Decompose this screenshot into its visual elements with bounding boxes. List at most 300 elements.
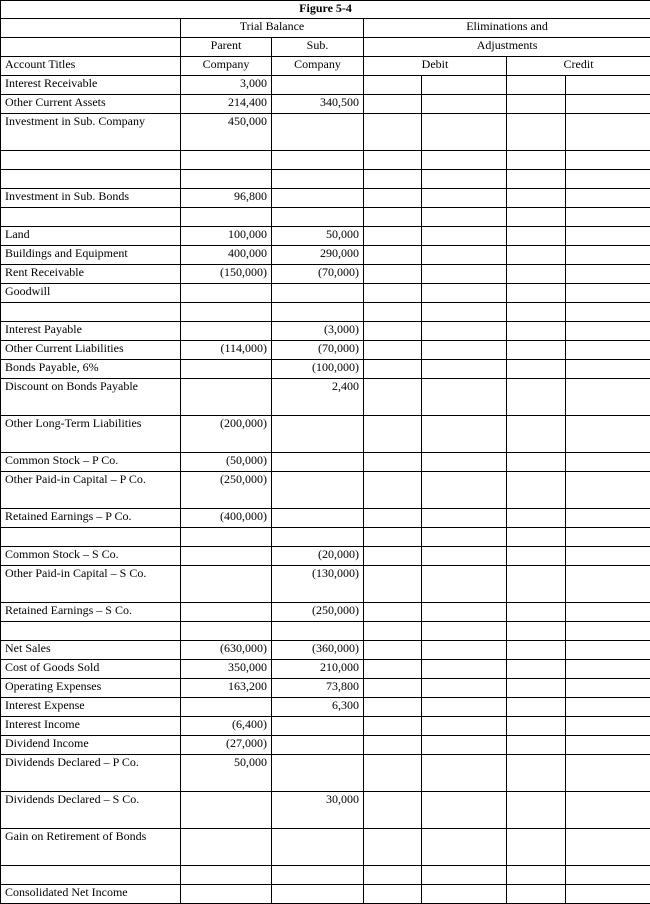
credit-amount-cell [566, 227, 650, 246]
credit-amount-cell [566, 189, 650, 208]
sub-amount-cell [272, 284, 364, 303]
table-row [1, 528, 650, 547]
credit-ref-cell [507, 472, 566, 509]
parent-amount-cell: (50,000) [181, 453, 272, 472]
debit-amount-cell [422, 566, 507, 603]
account-title-cell [1, 866, 181, 885]
sub-amount-cell: (360,000) [272, 641, 364, 660]
credit-ref-cell [507, 622, 566, 641]
credit-amount-cell [566, 170, 650, 189]
credit-amount-cell [566, 379, 650, 416]
credit-ref-cell [507, 151, 566, 170]
sub-amount-cell [272, 528, 364, 547]
credit-ref-cell [507, 322, 566, 341]
credit-header: Credit [507, 57, 650, 76]
credit-ref-cell [507, 76, 566, 95]
sub-amount-cell [272, 189, 364, 208]
parent-amount-cell [181, 322, 272, 341]
sub-amount-cell: (100,000) [272, 360, 364, 379]
table-row [1, 341, 650, 360]
sub-amount-cell: 73,800 [272, 679, 364, 698]
credit-ref-cell [507, 360, 566, 379]
account-title-cell: Dividends Declared – S Co. [1, 792, 181, 829]
credit-amount-cell [566, 792, 650, 829]
parent-amount-cell: (27,000) [181, 736, 272, 755]
parent-amount-cell: (400,000) [181, 509, 272, 528]
debit-amount-cell [422, 379, 507, 416]
parent-amount-cell [181, 603, 272, 622]
credit-ref-cell [507, 303, 566, 322]
debit-amount-cell [422, 603, 507, 622]
sub-amount-cell [272, 472, 364, 509]
credit-amount-cell [566, 866, 650, 885]
credit-amount-cell [566, 265, 650, 284]
debit-ref-cell [364, 208, 422, 227]
table-row [1, 114, 650, 151]
table-row [1, 566, 650, 603]
parent-amount-cell: 96,800 [181, 189, 272, 208]
credit-ref-cell [507, 698, 566, 717]
credit-ref-cell [507, 509, 566, 528]
account-title-cell: Goodwill [1, 284, 181, 303]
debit-amount-cell [422, 528, 507, 547]
debit-amount-cell [422, 246, 507, 265]
table-row [1, 453, 650, 472]
debit-amount-cell [422, 151, 507, 170]
debit-ref-cell [364, 679, 422, 698]
account-title-cell: Net Sales [1, 641, 181, 660]
sub-header-line2: Company [272, 57, 364, 76]
debit-amount-cell [422, 303, 507, 322]
table-row [1, 379, 650, 416]
debit-amount-cell [422, 885, 507, 904]
debit-amount-cell [422, 170, 507, 189]
sub-amount-cell: 210,000 [272, 660, 364, 679]
sub-amount-cell [272, 151, 364, 170]
table-row [1, 641, 650, 660]
credit-amount-cell [566, 303, 650, 322]
sub-amount-cell: (3,000) [272, 322, 364, 341]
credit-ref-cell [507, 284, 566, 303]
parent-amount-cell [181, 379, 272, 416]
debit-ref-cell [364, 76, 422, 95]
account-title-cell: Operating Expenses [1, 679, 181, 698]
credit-ref-cell [507, 416, 566, 453]
table-row [1, 151, 650, 170]
parent-amount-cell [181, 698, 272, 717]
debit-amount-cell [422, 755, 507, 792]
debit-amount-cell [422, 736, 507, 755]
sub-amount-cell [272, 885, 364, 904]
debit-amount-cell [422, 717, 507, 736]
account-title-cell: Gain on Retirement of Bonds [1, 829, 181, 866]
trial-balance-header: Trial Balance [181, 19, 364, 38]
sub-amount-cell: (250,000) [272, 603, 364, 622]
credit-amount-cell [566, 114, 650, 151]
sub-amount-cell [272, 866, 364, 885]
debit-ref-cell [364, 170, 422, 189]
table-row [1, 208, 650, 227]
debit-ref-cell [364, 322, 422, 341]
sub-amount-cell [272, 416, 364, 453]
account-title-cell: Interest Expense [1, 698, 181, 717]
parent-amount-cell: (150,000) [181, 265, 272, 284]
credit-amount-cell [566, 641, 650, 660]
debit-ref-cell [364, 547, 422, 566]
credit-amount-cell [566, 472, 650, 509]
debit-amount-cell [422, 360, 507, 379]
account-title-cell: Common Stock – S Co. [1, 547, 181, 566]
credit-amount-cell [566, 679, 650, 698]
table-row [1, 76, 650, 95]
credit-amount-cell [566, 622, 650, 641]
credit-amount-cell [566, 284, 650, 303]
sub-amount-cell [272, 509, 364, 528]
account-title-cell: Retained Earnings – P Co. [1, 509, 181, 528]
parent-amount-cell [181, 360, 272, 379]
debit-amount-cell [422, 284, 507, 303]
sub-amount-cell [272, 114, 364, 151]
credit-ref-cell [507, 736, 566, 755]
credit-ref-cell [507, 866, 566, 885]
sub-amount-cell [272, 303, 364, 322]
header-blank-2 [1, 38, 181, 57]
parent-amount-cell [181, 866, 272, 885]
credit-ref-cell [507, 227, 566, 246]
account-title-cell: Common Stock – P Co. [1, 453, 181, 472]
debit-ref-cell [364, 227, 422, 246]
table-row [1, 660, 650, 679]
table-row [1, 360, 650, 379]
credit-amount-cell [566, 829, 650, 866]
debit-amount-cell [422, 189, 507, 208]
parent-amount-cell: (250,000) [181, 472, 272, 509]
credit-ref-cell [507, 189, 566, 208]
parent-amount-cell: 350,000 [181, 660, 272, 679]
sub-amount-cell: 290,000 [272, 246, 364, 265]
debit-ref-cell [364, 566, 422, 603]
parent-amount-cell: (114,000) [181, 341, 272, 360]
debit-amount-cell [422, 265, 507, 284]
credit-ref-cell [507, 547, 566, 566]
account-title-cell [1, 151, 181, 170]
debit-amount-cell [422, 641, 507, 660]
parent-amount-cell [181, 528, 272, 547]
credit-amount-cell [566, 246, 650, 265]
debit-ref-cell [364, 622, 422, 641]
parent-amount-cell [181, 303, 272, 322]
debit-ref-cell [364, 641, 422, 660]
credit-amount-cell [566, 76, 650, 95]
account-title-cell: Dividends Declared – P Co. [1, 755, 181, 792]
credit-ref-cell [507, 885, 566, 904]
account-title-cell: Discount on Bonds Payable [1, 379, 181, 416]
eliminations-header-line2: Adjustments [364, 38, 650, 57]
sub-amount-cell: 2,400 [272, 379, 364, 416]
table-row [1, 416, 650, 453]
credit-ref-cell [507, 792, 566, 829]
eliminations-header-line1: Eliminations and [364, 19, 650, 38]
debit-ref-cell [364, 717, 422, 736]
debit-amount-cell [422, 660, 507, 679]
debit-amount-cell [422, 622, 507, 641]
parent-amount-cell: (200,000) [181, 416, 272, 453]
figure-title: Figure 5-4 [1, 1, 650, 19]
debit-ref-cell [364, 866, 422, 885]
credit-ref-cell [507, 246, 566, 265]
debit-amount-cell [422, 509, 507, 528]
sub-amount-cell [272, 170, 364, 189]
credit-amount-cell [566, 151, 650, 170]
debit-amount-cell [422, 341, 507, 360]
account-title-cell [1, 528, 181, 547]
parent-amount-cell: 214,400 [181, 95, 272, 114]
sub-amount-cell [272, 208, 364, 227]
debit-ref-cell [364, 698, 422, 717]
debit-amount-cell [422, 208, 507, 227]
debit-amount-cell [422, 95, 507, 114]
account-title-cell: Interest Income [1, 717, 181, 736]
sub-amount-cell: (70,000) [272, 265, 364, 284]
debit-ref-cell [364, 151, 422, 170]
debit-ref-cell [364, 472, 422, 509]
parent-header-line1: Parent [181, 38, 272, 57]
debit-ref-cell [364, 303, 422, 322]
credit-ref-cell [507, 341, 566, 360]
table-row [1, 792, 650, 829]
parent-amount-cell [181, 170, 272, 189]
debit-ref-cell [364, 416, 422, 453]
sub-amount-cell [272, 622, 364, 641]
account-title-cell [1, 303, 181, 322]
credit-amount-cell [566, 509, 650, 528]
parent-amount-cell [181, 885, 272, 904]
debit-amount-cell [422, 472, 507, 509]
table-row [1, 698, 650, 717]
debit-amount-cell [422, 866, 507, 885]
debit-ref-cell [364, 792, 422, 829]
credit-ref-cell [507, 114, 566, 151]
header-blank-1 [1, 19, 181, 38]
debit-amount-cell [422, 829, 507, 866]
account-title-cell: Retained Earnings – S Co. [1, 603, 181, 622]
debit-amount-cell [422, 227, 507, 246]
credit-ref-cell [507, 717, 566, 736]
credit-amount-cell [566, 736, 650, 755]
debit-ref-cell [364, 829, 422, 866]
sub-amount-cell: 340,500 [272, 95, 364, 114]
debit-amount-cell [422, 322, 507, 341]
credit-ref-cell [507, 265, 566, 284]
debit-ref-cell [364, 95, 422, 114]
parent-amount-cell [181, 829, 272, 866]
debit-ref-cell [364, 114, 422, 151]
account-title-cell: Buildings and Equipment [1, 246, 181, 265]
account-titles-header: Account Titles [1, 57, 181, 76]
credit-amount-cell [566, 547, 650, 566]
sub-amount-cell [272, 453, 364, 472]
parent-amount-cell [181, 566, 272, 603]
debit-amount-cell [422, 416, 507, 453]
account-title-cell: Interest Receivable [1, 76, 181, 95]
credit-amount-cell [566, 360, 650, 379]
credit-amount-cell [566, 885, 650, 904]
table-row [1, 322, 650, 341]
sub-amount-cell [272, 829, 364, 866]
sub-amount-cell [272, 76, 364, 95]
debit-ref-cell [364, 246, 422, 265]
parent-amount-cell: 50,000 [181, 755, 272, 792]
worksheet-body [1, 76, 650, 904]
debit-ref-cell [364, 509, 422, 528]
debit-ref-cell [364, 284, 422, 303]
parent-amount-cell: (6,400) [181, 717, 272, 736]
table-row [1, 866, 650, 885]
sub-amount-cell: 6,300 [272, 698, 364, 717]
table-row [1, 622, 650, 641]
account-title-cell: Other Paid-in Capital – S Co. [1, 566, 181, 603]
account-title-cell: Other Long-Term Liabilities [1, 416, 181, 453]
debit-ref-cell [364, 453, 422, 472]
account-title-cell: Consolidated Net Income [1, 885, 181, 904]
sub-amount-cell: 30,000 [272, 792, 364, 829]
table-row [1, 95, 650, 114]
sub-amount-cell [272, 717, 364, 736]
credit-ref-cell [507, 95, 566, 114]
account-title-cell [1, 208, 181, 227]
table-row [1, 829, 650, 866]
sub-amount-cell: (20,000) [272, 547, 364, 566]
table-row [1, 284, 650, 303]
sub-amount-cell [272, 736, 364, 755]
debit-ref-cell [364, 360, 422, 379]
debit-amount-cell [422, 792, 507, 829]
debit-ref-cell [364, 736, 422, 755]
parent-amount-cell: 100,000 [181, 227, 272, 246]
sub-header-line1: Sub. [272, 38, 364, 57]
parent-amount-cell [181, 792, 272, 829]
sub-amount-cell: (70,000) [272, 341, 364, 360]
credit-ref-cell [507, 603, 566, 622]
parent-amount-cell [181, 151, 272, 170]
credit-ref-cell [507, 379, 566, 416]
table-row [1, 189, 650, 208]
debit-ref-cell [364, 660, 422, 679]
credit-amount-cell [566, 566, 650, 603]
credit-amount-cell [566, 341, 650, 360]
table-row [1, 170, 650, 189]
account-title-cell [1, 170, 181, 189]
credit-amount-cell [566, 660, 650, 679]
table-row [1, 755, 650, 792]
credit-ref-cell [507, 755, 566, 792]
debit-ref-cell [364, 885, 422, 904]
credit-amount-cell [566, 755, 650, 792]
credit-amount-cell [566, 95, 650, 114]
table-row [1, 509, 650, 528]
table-row [1, 679, 650, 698]
table-row [1, 717, 650, 736]
credit-ref-cell [507, 566, 566, 603]
sub-amount-cell: (130,000) [272, 566, 364, 603]
account-title-cell: Rent Receivable [1, 265, 181, 284]
credit-amount-cell [566, 717, 650, 736]
parent-header-line2: Company [181, 57, 272, 76]
credit-ref-cell [507, 679, 566, 698]
table-row [1, 246, 650, 265]
table-row [1, 885, 650, 904]
credit-amount-cell [566, 528, 650, 547]
table-row [1, 603, 650, 622]
account-title-cell: Cost of Goods Sold [1, 660, 181, 679]
credit-amount-cell [566, 416, 650, 453]
table-row [1, 265, 650, 284]
parent-amount-cell [181, 547, 272, 566]
table-row [1, 472, 650, 509]
debit-ref-cell [364, 755, 422, 792]
account-title-cell: Other Current Assets [1, 95, 181, 114]
debit-amount-cell [422, 453, 507, 472]
account-title-cell: Interest Payable [1, 322, 181, 341]
debit-amount-cell [422, 547, 507, 566]
credit-ref-cell [507, 528, 566, 547]
debit-ref-cell [364, 189, 422, 208]
debit-amount-cell [422, 679, 507, 698]
credit-ref-cell [507, 208, 566, 227]
credit-amount-cell [566, 603, 650, 622]
credit-ref-cell [507, 170, 566, 189]
debit-ref-cell [364, 528, 422, 547]
sub-amount-cell [272, 755, 364, 792]
parent-amount-cell: 3,000 [181, 76, 272, 95]
debit-ref-cell [364, 341, 422, 360]
account-title-cell: Land [1, 227, 181, 246]
debit-amount-cell [422, 76, 507, 95]
parent-amount-cell: (630,000) [181, 641, 272, 660]
parent-amount-cell: 450,000 [181, 114, 272, 151]
debit-amount-cell [422, 698, 507, 717]
debit-ref-cell [364, 265, 422, 284]
account-title-cell: Investment in Sub. Bonds [1, 189, 181, 208]
credit-ref-cell [507, 453, 566, 472]
account-title-cell: Bonds Payable, 6% [1, 360, 181, 379]
table-row [1, 227, 650, 246]
debit-amount-cell [422, 114, 507, 151]
credit-amount-cell [566, 322, 650, 341]
sub-amount-cell: 50,000 [272, 227, 364, 246]
credit-amount-cell [566, 453, 650, 472]
account-title-cell: Investment in Sub. Company [1, 114, 181, 151]
table-row [1, 736, 650, 755]
table-row [1, 303, 650, 322]
debit-header: Debit [364, 57, 507, 76]
debit-ref-cell [364, 379, 422, 416]
parent-amount-cell [181, 208, 272, 227]
credit-ref-cell [507, 660, 566, 679]
credit-ref-cell [507, 641, 566, 660]
account-title-cell [1, 622, 181, 641]
parent-amount-cell [181, 622, 272, 641]
account-title-cell: Other Current Liabilities [1, 341, 181, 360]
parent-amount-cell: 163,200 [181, 679, 272, 698]
parent-amount-cell [181, 284, 272, 303]
credit-amount-cell [566, 698, 650, 717]
table-row [1, 547, 650, 566]
parent-amount-cell: 400,000 [181, 246, 272, 265]
credit-ref-cell [507, 829, 566, 866]
debit-ref-cell [364, 603, 422, 622]
credit-amount-cell [566, 208, 650, 227]
